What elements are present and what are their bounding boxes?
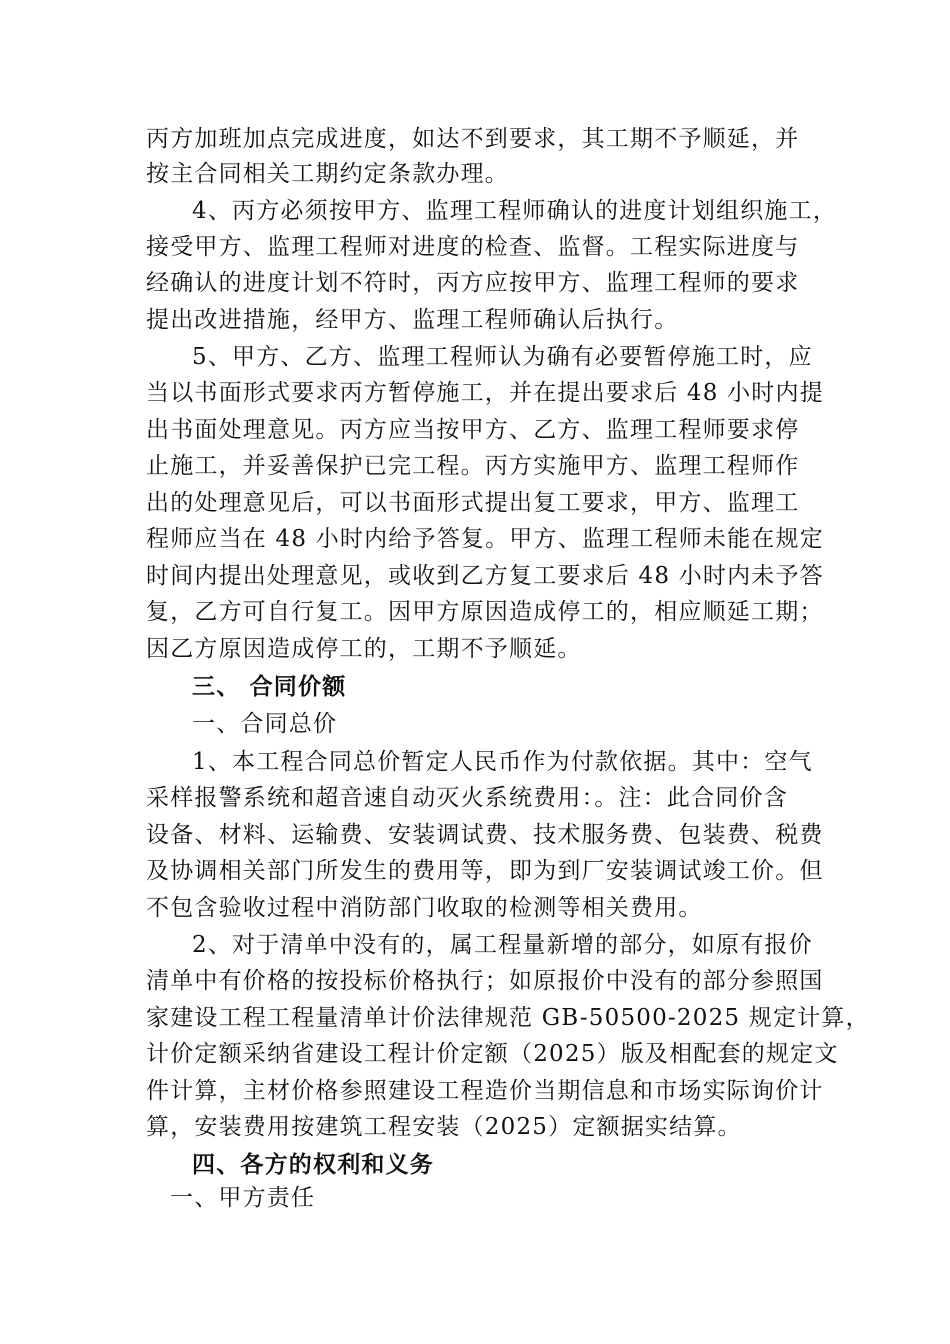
text-line: 止施工，并妥善保护已完工程。丙方实施甲方、监理工程师作 — [146, 453, 800, 479]
text-line: 1、本工程合同总价暂定人民币作为付款依据。其中：空气 — [192, 749, 813, 775]
text-line: 采样报警系统和超音速自动灭火系统费用：。注：此合同价含 — [146, 785, 788, 811]
text-line: 家建设工程工程量清单计价法律规范 GB-50500-2025 规定计算， — [146, 1005, 870, 1031]
text-line: 经确认的进度计划不符时，丙方应按甲方、监理工程师的要求 — [146, 270, 800, 296]
text-line: 因乙方原因造成停工的，工期不予顺延。 — [146, 636, 582, 662]
text-line: 时间内提出处理意见，或收到乙方复工要求后 48 小时内未予答 — [146, 563, 824, 589]
text-line: 及协调相关部门所发生的费用等，即为到厂安装调试竣工价。但 — [146, 858, 824, 884]
text-line: 算，安装费用按建筑工程安装（2025）定额据实结算。 — [146, 1114, 742, 1140]
text-line: 计价定额采纳省建设工程计价定额（2025）版及相配套的规定文 — [146, 1041, 839, 1067]
text-line: 4、丙方必须按甲方、监理工程师确认的进度计划组织施工， — [192, 198, 838, 224]
text-line: 5、甲方、乙方、监理工程师认为确有必要暂停施工时，应 — [192, 344, 813, 370]
text-line: 按主合同相关工期约定条款办理。 — [146, 161, 509, 187]
text-line: 程师应当在 48 小时内给予答复。甲方、监理工程师未能在规定 — [146, 526, 824, 552]
section-heading: 三、 合同价额 — [192, 673, 347, 700]
subsection-heading: 一、甲方责任 — [170, 1185, 316, 1211]
text-line: 2、对于清单中没有的，属工程量新增的部分，如原有报价 — [192, 932, 813, 958]
text-line: 当以书面形式要求丙方暂停施工，并在提出要求后 48 小时内提 — [146, 380, 824, 406]
text-line: 不包含验收过程中消防部门收取的检测等相关费用。 — [146, 895, 703, 921]
text-line: 设备、材料、运输费、安装调试费、技术服务费、包装费、税费 — [146, 822, 824, 848]
section-heading: 四、各方的权利和义务 — [192, 1151, 434, 1178]
text-line: 出书面处理意见。丙方应当按甲方、乙方、监理工程师要求停 — [146, 417, 800, 443]
text-line: 复，乙方可自行复工。因甲方原因造成停工的，相应顺延工期； — [146, 599, 824, 625]
subsection-heading: 一、合同总价 — [192, 711, 338, 737]
text-line: 件计算，主材价格参照建设工程造价当期信息和市场实际询价计 — [146, 1078, 824, 1104]
text-line: 清单中有价格的按投标价格执行；如原报价中没有的部分参照国 — [146, 968, 824, 994]
text-line: 提出改进措施，经甲方、监理工程师确认后执行。 — [146, 307, 679, 333]
text-line: 丙方加班加点完成进度，如达不到要求，其工期不予顺延，并 — [146, 126, 800, 152]
text-line: 出的处理意见后，可以书面形式提出复工要求，甲方、监理工 — [146, 490, 800, 516]
text-line: 接受甲方、监理工程师对进度的检查、监督。工程实际进度与 — [146, 234, 800, 260]
